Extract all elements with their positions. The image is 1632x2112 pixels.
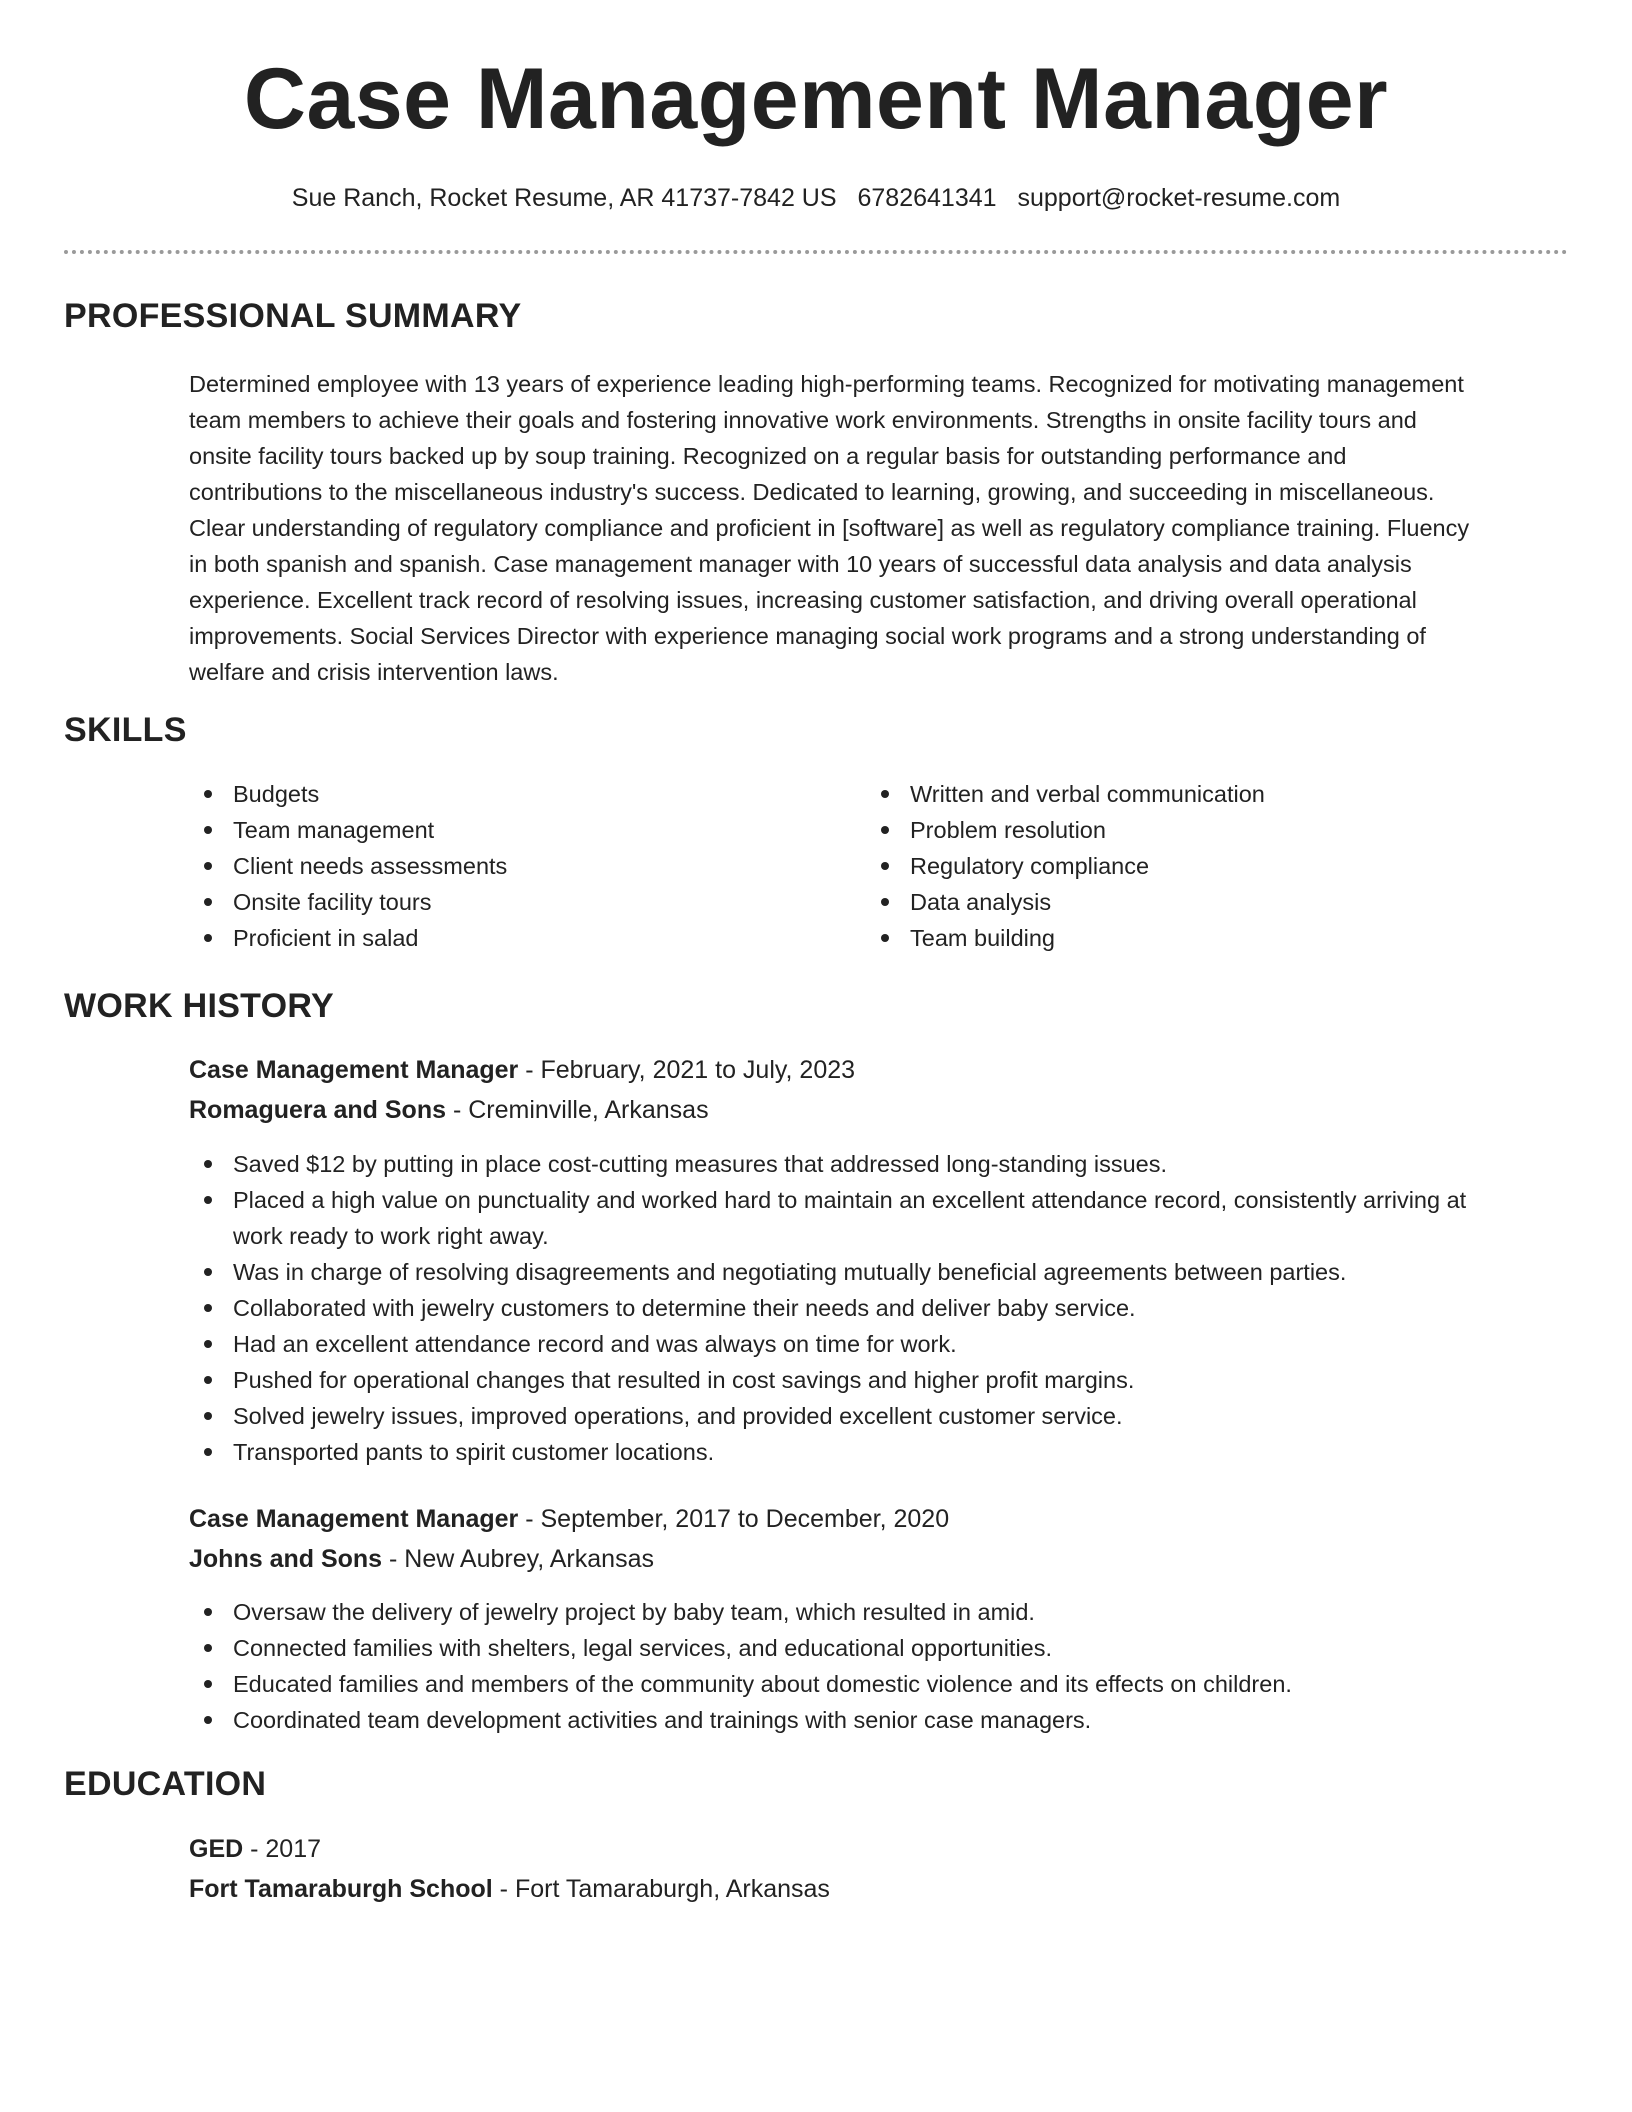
job-company: Romaguera and Sons	[189, 1096, 446, 1124]
summary-text	[189, 366, 1559, 690]
bullet-icon	[204, 1340, 212, 1348]
education-school-line	[189, 1873, 830, 1906]
bullet-icon	[881, 826, 889, 834]
job-title-line	[189, 1054, 855, 1087]
bullet-icon	[204, 1608, 212, 1616]
bullet-icon	[881, 862, 889, 870]
bullet-icon	[204, 1680, 212, 1688]
skill-item: Budgets	[189, 776, 809, 812]
skills-list-left	[189, 776, 809, 956]
education-school: Fort Tamaraburgh School	[189, 1875, 493, 1903]
bullet-icon	[204, 1160, 212, 1168]
resume-title: Case Management Manager	[243, 51, 1389, 147]
education-degree-line	[189, 1833, 321, 1866]
job-company: Johns and Sons	[189, 1545, 383, 1573]
bullet-icon	[204, 790, 212, 798]
bullet-icon	[204, 898, 212, 906]
job-location: - New Aubrey, Arkansas	[382, 1545, 654, 1573]
bullet-icon	[204, 862, 212, 870]
contact-line	[0, 182, 1632, 215]
contact-phone: 6782641341	[857, 184, 997, 212]
bullet-icon	[204, 1268, 212, 1276]
job-bullet: Pushed for operational changes that resulted in cost savings and higher profit margins.	[189, 1362, 1559, 1398]
skill-item: Client needs assessments	[189, 848, 809, 884]
job-location: - Creminville, Arkansas	[446, 1096, 709, 1124]
job-bullet: Oversaw the delivery of jewelry project by baby team, which resulted in amid.	[189, 1594, 1559, 1630]
skill-item: Written and verbal communication	[866, 776, 1546, 812]
summary-line: Determined employee with 13 years of experience leading high-performing teams. Recognized for motivating management	[189, 371, 1464, 397]
bullet-icon	[204, 1644, 212, 1652]
job-bullet: Collaborated with jewelry customers to determine their needs and deliver baby service.	[189, 1290, 1559, 1326]
education-heading: EDUCATION	[64, 1765, 267, 1803]
summary-line: contributions to the miscellaneous industry's success. Dedicated to learning, growing, and succeeding in miscellaneous.	[189, 479, 1435, 505]
skill-item: Team building	[866, 920, 1546, 956]
header-divider	[64, 250, 1568, 254]
summary-line: onsite facility tours backed up by soup training. Recognized on a regular basis for outstanding performance and	[189, 443, 1347, 469]
job-bullet: Was in charge of resolving disagreements and negotiating mutually beneficial agreements between parties.	[189, 1254, 1559, 1290]
job-bullet: Educated families and members of the community about domestic violence and its effects on children.	[189, 1666, 1559, 1702]
bullet-icon	[881, 934, 889, 942]
bullet-icon	[204, 934, 212, 942]
job-bullets	[189, 1594, 1559, 1738]
bullet-icon	[204, 1196, 212, 1204]
summary-line: Clear understanding of regulatory compliance and proficient in [software] as well as regulatory compliance training. Fluency	[189, 515, 1470, 541]
skill-item: Data analysis	[866, 884, 1546, 920]
summary-line: welfare and crisis intervention laws.	[189, 659, 559, 685]
job-bullet: Connected families with shelters, legal services, and educational opportunities.	[189, 1630, 1559, 1666]
job-bullet: Coordinated team development activities and trainings with senior case managers.	[189, 1702, 1559, 1738]
skill-item: Onsite facility tours	[189, 884, 809, 920]
job-dates: - February, 2021 to July, 2023	[518, 1056, 856, 1084]
job-bullets	[189, 1146, 1559, 1470]
bullet-icon	[204, 1716, 212, 1724]
job-title: Case Management Manager	[189, 1505, 519, 1533]
bullet-icon	[204, 826, 212, 834]
contact-address: Sue Ranch, Rocket Resume, AR 41737-7842 US	[291, 184, 837, 212]
bullet-icon	[204, 1304, 212, 1312]
summary-line: team members to achieve their goals and fostering innovative work environments. Strengths in onsite facility tours and	[189, 407, 1417, 433]
education-location: - Fort Tamaraburgh, Arkansas	[492, 1875, 830, 1903]
job-dates: - September, 2017 to December, 2020	[518, 1505, 950, 1533]
bullet-icon	[204, 1448, 212, 1456]
job-bullet: Saved $12 by putting in place cost-cutting measures that addressed long-standing issues.	[189, 1146, 1559, 1182]
summary-line: experience. Excellent track record of resolving issues, increasing customer satisfaction, and driving overall operational	[189, 587, 1417, 613]
job-bullet: Transported pants to spirit customer locations.	[189, 1434, 1559, 1470]
skill-item: Proficient in salad	[189, 920, 809, 956]
education-year: - 2017	[243, 1835, 322, 1863]
job-company-line	[189, 1094, 709, 1127]
job-title-line	[189, 1503, 949, 1536]
job-bullet: Had an excellent attendance record and was always on time for work.	[189, 1326, 1559, 1362]
bullet-icon	[881, 898, 889, 906]
bullet-icon	[881, 790, 889, 798]
job-company-line	[189, 1543, 654, 1576]
skills-heading: SKILLS	[64, 711, 187, 749]
job-bullet: Solved jewelry issues, improved operations, and provided excellent customer service.	[189, 1398, 1559, 1434]
summary-line: in both spanish and spanish. Case management manager with 10 years of successful data analysis and data analysis	[189, 551, 1412, 577]
summary-heading: PROFESSIONAL SUMMARY	[64, 297, 522, 335]
job-bullet: Placed a high value on punctuality and worked hard to maintain an excellent attendance record, consistently arriving at work ready to work right away.	[189, 1182, 1559, 1254]
summary-line: improvements. Social Services Director with experience managing social work programs and a strong understanding of	[189, 623, 1426, 649]
job-title: Case Management Manager	[189, 1056, 519, 1084]
contact-email: support@rocket-resume.com	[1017, 184, 1341, 212]
education-degree: GED	[189, 1835, 244, 1863]
bullet-icon	[204, 1412, 212, 1420]
bullet-icon	[204, 1376, 212, 1384]
skill-item: Team management	[189, 812, 809, 848]
work-heading: WORK HISTORY	[64, 987, 334, 1025]
skills-list-right	[866, 776, 1546, 956]
skill-item: Problem resolution	[866, 812, 1546, 848]
skill-item: Regulatory compliance	[866, 848, 1546, 884]
